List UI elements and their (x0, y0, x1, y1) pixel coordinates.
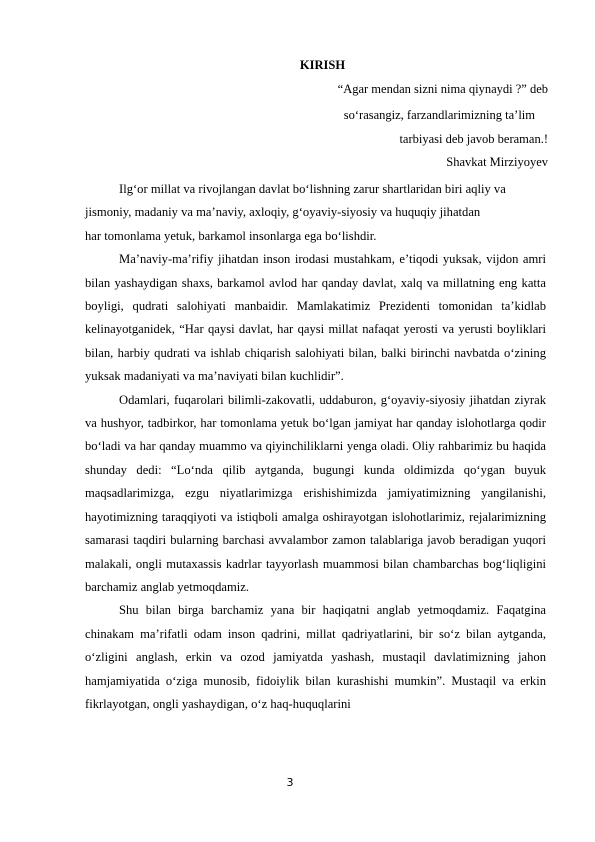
paragraph-1 (85, 178, 554, 248)
paragraph-3: Odamlari, fuqarolari bilimli-zakovatli, uddaburon, g‘oyaviy-siyosiy jihatdan ziyrak va hushyor, tadbirkor, har tomonlama yetuk bo‘lgan jamiyat har qanday islohotlarga qodir bo‘ladi va har qanday muammo va qiyinchiliklarni yenga oladi. Oliy rahbarimiz bu haqida shunday dedi: “Lo‘nda qilib aytganda, bugungi kunda oldimizda qo‘ygan buyuk maqsadlarimizga, ezgu niyatlarimizga erishishimizda jamiyatimizning yangilanishi, hayotimizning taraqqiyoti va istiqboli amalga oshirayotgan islohotlarimiz, rejalarimizning samarasi taqdiri bularning barchasi avvalambor zamon talablariga javob beradigan yuqori malakali, ongli mutaxassis kadrlar tayyorlash muammosi bilan chambarchas bog‘liqligini barchamiz anglab yetmoqdamiz. (85, 392, 546, 594)
body-text (85, 178, 546, 716)
document-title: KIRISH (299, 58, 346, 72)
paragraph-1-line-3: har tomonlama yetuk, barkamol insonlarga ega bo‘lishdir. (85, 228, 377, 243)
epigraph-line-2: so‘rasangiz, farzandlarimizning ta’lim (343, 108, 535, 122)
epigraph-line-3: tarbiyasi deb javob beraman.! (399, 132, 548, 146)
paragraph-1-line-2: jismoniy, madaniy va ma’naviy, axloqiy, g‘oyaviy-siyosiy va huquqiy jihatdan (85, 205, 481, 220)
paragraph-4: Shu bilan birga barchamiz yana bir haqiqatni anglab yetmoqdamiz. Faqatgina chinakam ma’rifatli odam inson qadrini, millat qadriyatlarini, bir so‘z bilan aytganda, o‘zligini anglash, erkin va ozod jamiyatda yashash, mustaqil davlatimizning jahon hamjamiyatida o‘ziga munosib, fidoiylik bilan kurashishi mumkin”. Mustaqil va erkin fikrlayotgan, ongli yashaydigan, o‘z haq-huquqlarini (85, 603, 546, 711)
paragraph-2: Ma’naviy-ma’rifiy jihatdan inson irodasi mustahkam, e’tiqodi yuksak, vijdon amri bilan yashaydigan shaxs, barkamol avlod har qanday davlat, xalq va millatning eng katta boyligi, qudrati salohiyati manbaidir. Mamlakatimiz Prezidenti tomonidan ta’kidlab kelinayotganidek, “Har qaysi davlat, har qaysi millat nafaqat yerosti va yerusti boyliklari bilan, harbiy qudrati va ishlab chiqarish salohiyati bilan, balki birinchi navbatda o‘zining yuksak madaniyati va ma’naviyati bilan kuchlidir”. (85, 252, 546, 384)
epigraph-author: Shavkat Mirziyoyev (446, 155, 548, 169)
page-number: 3 (286, 776, 294, 789)
paragraph-1-line-1: Ilg‘or millat va rivojlangan davlat bo‘lishning zarur shartlaridan biri aqliy va (119, 182, 506, 196)
epigraph-line-1: “Agar mendan sizni nima qiynaydi ?” deb (337, 82, 548, 96)
